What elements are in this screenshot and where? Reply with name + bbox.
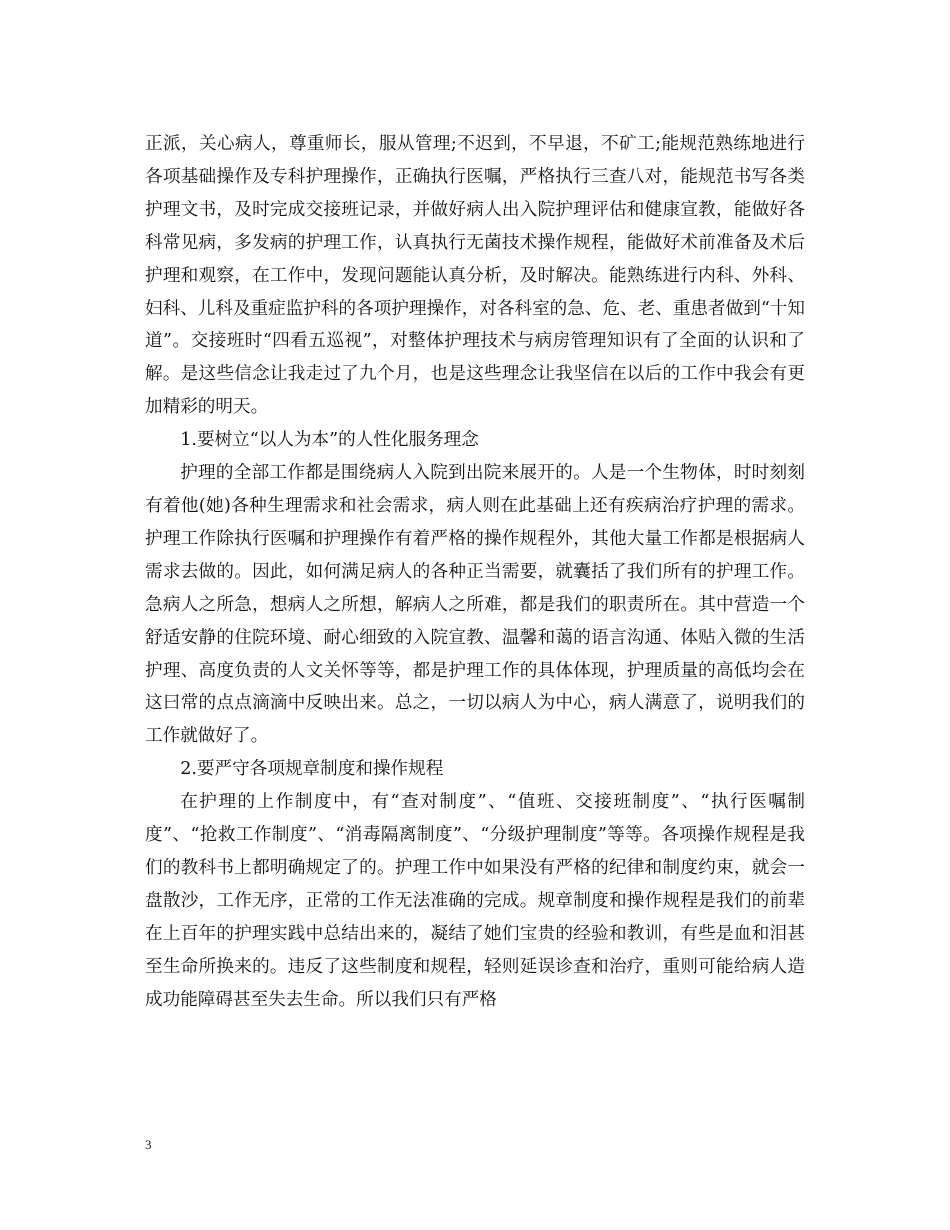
page-number: 3: [145, 1137, 152, 1152]
section-heading-2: 2.要严守各项规章制度和操作规程: [180, 759, 444, 780]
paragraph-2: 护理的全部工作都是围绕病人入院到出院来展开的。人是一个生物体，时时刻刻有着他(她)各种生理需求和社会需求，病人则在此基础上还有疾病治疗护理的需求。护理工作除执行医嘱和护理操作有着严格的操作规程外，其他大量工作都是根据病人需求去做的。因此，如何满足病人的各种正当需要，就囊括了我们所有的护理工作。急病人之所急，想病人之所想，解病人之所难，都是我们的职责所在。其中营造一个舒适安静的住院环境、耐心细致的入院宣教、温馨和蔼的语言沟通、体贴入微的生活护理、高度负责的人文关怀等等，都是护理工作的具体体现，护理质量的高低均会在这曰常的点点滴滴中反映出来。总之，一切以病人为中心，病人满意了，说明我们的工作就做好了。: [145, 463, 805, 747]
section-heading-1: 1.要树立“以人为本”的人性化服务理念: [180, 430, 479, 451]
paragraph-3: 在护理的上作制度中，有“查对制度”、“值班、交接班制度”、“执行医嘱制度”、“抢救工作制度”、“消毒隔离制度”、“分级护理制度”等等。各项操作规程是我们的教科书上都明确规定了的。护理工作中如果没有严格的纪律和制度约束，就会一盘散沙，工作无序，正常的工作无法准确的完成。规章制度和操作规程是我们的前辈在上百年的护理实践中总结出来的，凝结了她们宝贵的经验和教训，有些是血和泪甚至生命所换来的。违反了这些制度和规程，轻则延误诊查和治疗，重则可能给病人造成功能障碍甚至失去生命。所以我们只有严格: [145, 792, 805, 1010]
document-body: [145, 128, 805, 1016]
paragraph-1: 正派，关心病人，尊重师长，服从管理;不迟到，不早退，不矿工;能规范熟练地进行各项基础操作及专科护理操作，正确执行医嘱，严格执行三查八对，能规范书写各类护理文书，及时完成交接班记录，并做好病人出入院护理评估和健康宣教，能做好各科常见病，多发病的护理工作，认真执行无菌技术操作规程，能做好术前准备及术后护理和观察，在工作中，发现问题能认真分析，及时解决。能熟练进行内科、外科、妇科、儿科及重症监护科的各项护理操作，对各科室的急、危、老、重患者做到“十知道”。交接班时“四看五巡视”，对整体护理技术与病房管理知识有了全面的认识和了解。是这些信念让我走过了九个月，也是这些理念让我坚信在以后的工作中我会有更加精彩的明天。: [145, 134, 805, 418]
